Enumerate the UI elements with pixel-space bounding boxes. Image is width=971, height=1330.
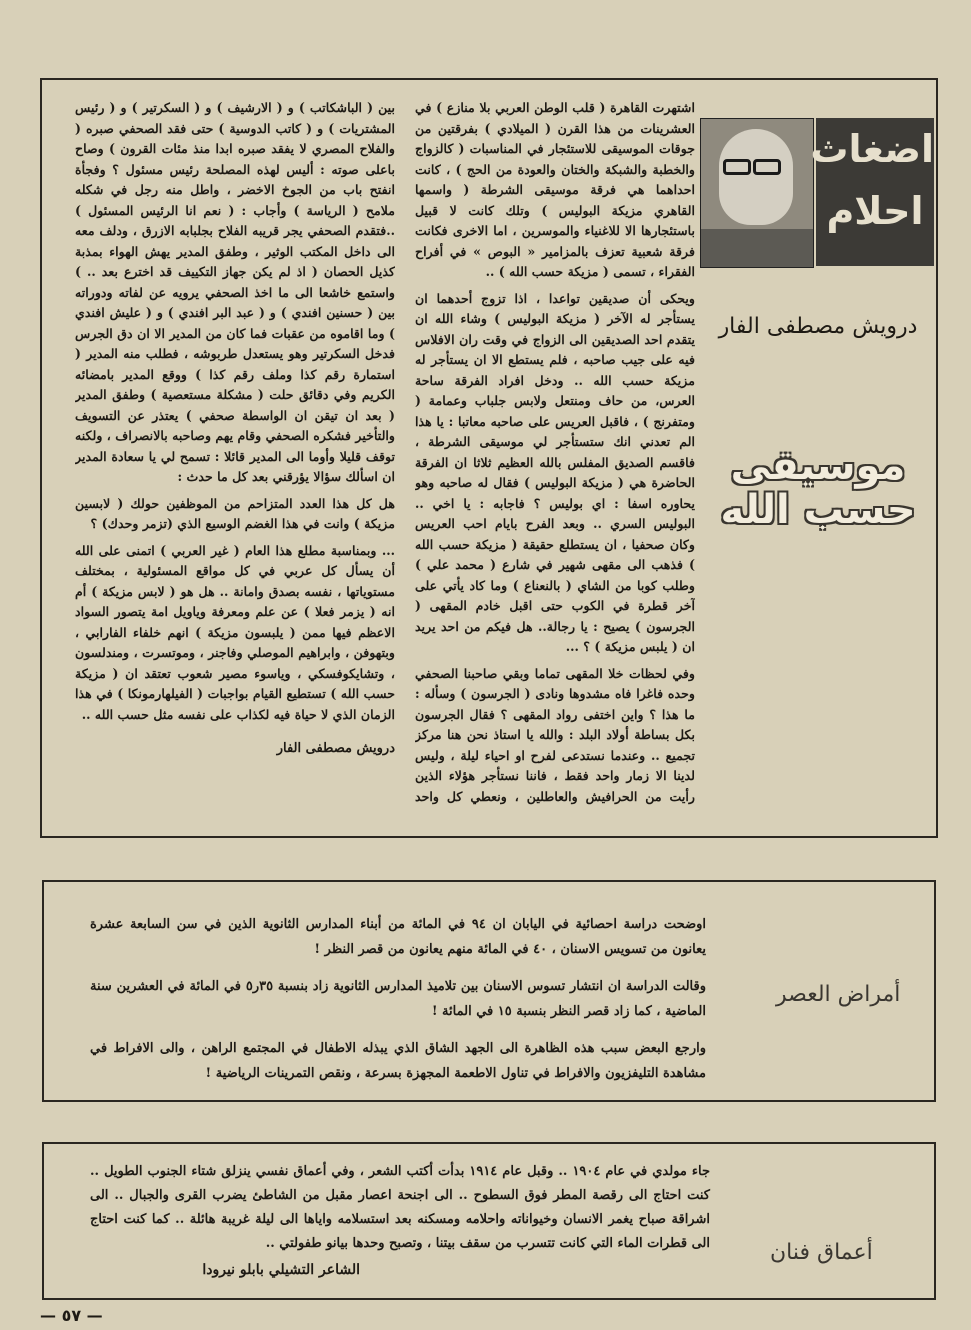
paragraph: وارجع البعض سبب هذه الظاهرة الى الجهد الشاق الذي يبذله الاطفال في المجتمع الراهن ، والى الافراط في مشاهدة التليفزيون والافراط في تناول الاطعمة المجهزة بسرعة ، ونقص التمرينات الرياضية ! (90, 1041, 706, 1081)
paragraph: ... وبمناسبة مطلع هذا العام ( غير العربي ) اتمنى على الله أن يسأل كل عربي في كل مواقع المسئولية ، بمختلف مستوياتها ، نفسه بصدق وامانة .. هل هو ( لابس مزيكة ) أم انه ( يزمر فعلا ) عن علم ومعرفة وياويل امة يتصور السواد الاعظم فيها ممن ( يلبسون مزيكة ) انهم خلفاء الفارابي ، وبتهوفن ، وابراهيم الموصلي وفاجنر ، وموتسرت ، ومندلسون ، وتشايكوفسكي ، وياسوء مصير شعوب تعتقد ان ( مزيكة حسب الله ) تستطيع القيام بواجبات ( الفيلهارمونكا ) في هذا الزمان الذي لا حياة فيه لكذاب على نفسه مثل حسب الله .. (75, 542, 395, 722)
box2-label: أمراض العصر (776, 982, 901, 1007)
box3-signature: الشاعر التشيلي بابلو نيرودا (202, 1262, 360, 1278)
paragraph: اوضحت دراسة احصائية في اليابان ان ٩٤ في المائة من أبناء المدارس الثانوية الذين في سن السابعة عشرة يعانون من تسويس الاسنان ، ٤٠ في المائة منهم يعانون من قصر النظر ! (90, 917, 707, 957)
box3-label: أعماق فنان (770, 1240, 873, 1265)
article-signature: درويش مصطفى الفار (276, 741, 395, 756)
paragraph: جاء مولدي في عام ١٩٠٤ .. وقبل عام ١٩١٤ بدأت أكتب الشعر ، وفي أعماق نفسي ينزلق شتاء الجنوب الطويل .. كنت احتاج الى رقصة المطر فوق السطوح .. الى اجنحة اعصار مقبل من الشاطئ يضرب القرى والجبال .. الى اشراقة صباح يغمر الانسان وخيواناته واحلامه ومسكنه بعد استسلامه واياها الى ليلة غريبة هائلة .. كما كنت احتاج الى قطرات الماء التي كانت تتسرب من سقف بيتنا ، وتصبح وحدها بيانو طفولتي .. (90, 1164, 710, 1251)
paragraph: ويحكى أن صديقين تواعدا ، اذا تزوج أحدهما ان يستأجر له الآخر ( مزيكة البوليس ) وشاء الله ان يتقدم احد الصديقين الى الزواج في وقت ران الافلاس فيه على جيب صاحبه ، فلم يستطع الا ان يستأجر له مزيكة حسب الله .. ودخل افراد الفرقة ساحة العرس، من حاف ومنتعل ولابس جلباب وعمامة ( ومتفرنج ) ، فاقبل العريس على صاحبه معاتبا : يا هذا الم تعدني انك ستستأجر لي موسيقى الشرطة ، فاقسم الصديق المفلس بالله العظيم ثلاثا ان الفرقة الحاضرة هي ( مزيكة البوليس ) فقال له صاحبه وهو يحاوره اسفا : اي بوليس ؟ فاجابه : يا اخي .. البوليس السري .. وبعد الفرح بايام احب العريس وكان صحفيا ، ان يستطلع حقيقة ( مزيكة حسب الله ) فذهب الى مقهى شهير في شارع ( محمد علي ) وطلب كوبا من الشاي ( بالنعناع ) وما كاد يأتي على آخر قطرة في الكوب حتى اقبل خادم المقهى ( الجرسون ) يصيح : يا رجالة.. هل فيكم من احد يريد ان ( يلبس مزيكة ) ؟ ... (415, 290, 695, 654)
logo-line-1: اضغاث (810, 127, 934, 171)
paragraph: اشتهرت القاهرة ( قلب الوطن العربي بلا منازع ) في العشرينات من هذا القرن ( الميلادي ) بفرقتين من جوقات الموسيقى للاستئجار في المناسبات ( كالزواج والخطبة والشبكة والختان والعودة من الحج ) ، كانت احداهما هي فرقة موسيقى الشرطة ( واسمها القاهري مزيكة البوليس ) وتلك كانت لا قبيل باستئجارها الا للاغنياء والموسرين ، اما الاخرى فكانت فرقة شعبية تعزف بالمزامير « البوص » في أفراح الفقراء ، تسمى ( مزيكة حسب الله ) .. (415, 100, 695, 279)
paragraph: وفي لحظات خلا المقهى تماما وبقي صاحبنا الصحفي وحده فاغرا فاه مشدوها ونادى ( الجرسون ) وسأله : ما هذا ؟ واين اختفى رواد المقهى ؟ فقال الجرسون بكل بساطة أولاد البلد : والله يا استاذ نحن هنا مركز تجميع .. وعندما نستدعى لفرح او احياء ليلة ، وليس لدينا الا زمار واحد فقط ، فاننا نستأجر هؤلاء الذين رأيت من الحرافيش والعاطلين ، ونعطي كل واحد (415, 665, 695, 804)
box2-text (90, 912, 706, 1098)
article-title (700, 444, 936, 532)
title-line-1: موسيقى (730, 443, 906, 489)
title-line-2: حسب الله (720, 487, 916, 533)
article-sidebar (700, 114, 936, 714)
paragraph: بين ( الباشكاتب ) و ( الارشيف ) و ( السكرتير ) و ( رئيس المشتريات ) و ( كاتب الدوسية ) حتى فقد الصحفي صبره ( والفلاح المصري لا يفقد صبره ابدا منذ مئات القرون ) وصاح باعلى صوته : أليس لهذه المصلحة رئيس مسئول ؟ وفجأة انفتح باب من الجوخ الاخضر ، واطل منه رجل في شكله ملامح ( الرياسة ) وأجاب : ( نعم انا الرئيس المسئول ) ..فتقدم الصحفي يجر قريبه الفلاح بجلبابه الازرق ، ودلف معه الى داخل المكتب الوثير ، وطفق المدير يهش الهواء بمذبة كذيل الحصان ( اذ لم يكن جهاز التكييف قد اخترع بعد .. ) واستمع خاشعا الى ما اخذ الصحفي يرويه عن لفاته ودوراته بين ( حسنين افندي ) و ( عبد البر افندي ) و ( عليش افندي ) وما اقاموه من عقبات فما كان من المدير الا ان دق الجرس فدخل السكرتير وهو يستعدل طربوشه ، فطلب منه المدير ( استمارة رقم كذا وملف رقم كذا ) ووقع المدير بامضائه الكريم وفي دقائق حلت ( مشكلة مستعصية ) وطفق المدير ( بعد ان تيقن ان الواسطة صحفي ) يعتذر عن التسويف والتأخير فشكره الصحفي وقام يهم وصاحبه بالانصراف ، ولكنه توقف قليلا وأوما الى المدير قائلا : تسمح لي يا سعادة المدير ان اسألك سؤالا يؤرقني بعد كل ما حدث : (75, 100, 395, 484)
paragraph: هل كل هذا العدد المتزاحم من الموظفين حولك ( لابسين مزيكة ) وانت في هذا الغضم الوسيع الذي (تزمر وحدك) ؟ (75, 495, 395, 531)
page-number: — ٥٧ — (40, 1306, 103, 1325)
box3-text (90, 1160, 710, 1282)
column-logo (810, 118, 934, 266)
article-column-2 (75, 98, 395, 810)
author-photo (700, 118, 814, 268)
article-column-1 (415, 98, 695, 810)
logo-line-2: احلام (826, 189, 924, 233)
author-name: درويش مصطفى الفار (718, 314, 918, 339)
paragraph: وقالت الدراسة ان انتشار تسوس الاسنان بين تلاميذ المدارس الثانوية زاد بنسبة ٣٥ر٥ في المائة في العشرين سنة الماضية ، كما زاد قصر النظر بنسبة ١٥ في المائة ! (90, 979, 707, 1019)
